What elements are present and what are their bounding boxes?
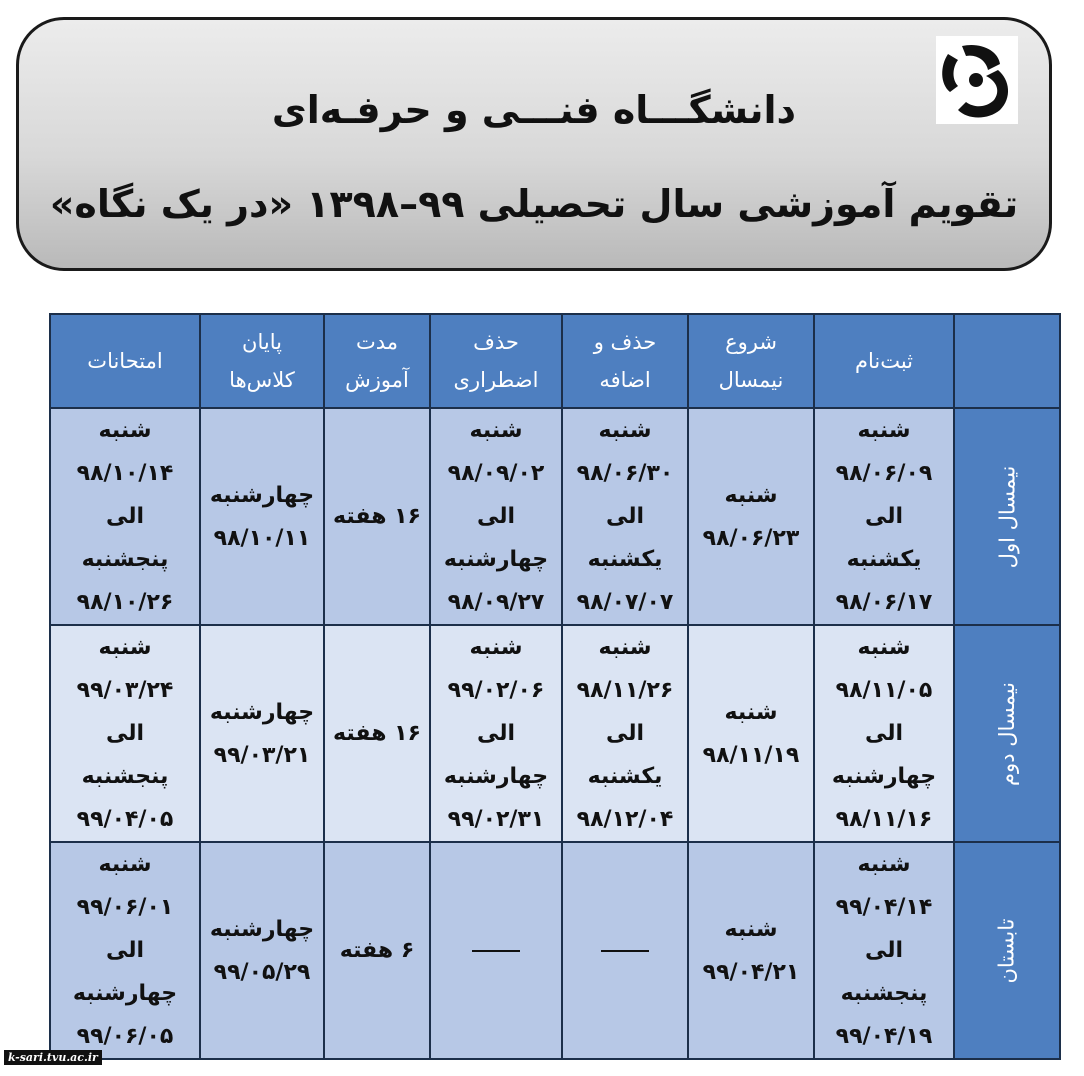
schedule-cell: [324, 625, 430, 842]
schedule-line: چهارشنبه: [209, 916, 315, 942]
schedule-cell: [688, 625, 814, 842]
schedule-cell: [50, 842, 200, 1059]
schedule-line: ۹۹/۰۴/۲۱: [702, 959, 800, 985]
schedule-cell: [200, 408, 324, 625]
schedule-line: شنبه: [598, 418, 652, 443]
schedule-line: ۹۸/۰۶/۲۳: [702, 525, 800, 551]
column-header-line: حذف: [473, 330, 519, 354]
column-header: [430, 314, 562, 408]
schedule-line: ۹۸/۱۰/۱۱: [213, 525, 311, 551]
column-header-line: آموزش: [345, 368, 409, 392]
schedule-line: ۹۹/۰۳/۲۱: [213, 742, 311, 768]
schedule-line: ۹۸/۱۱/۱۹: [702, 742, 800, 768]
schedule-cell: [324, 842, 430, 1059]
schedule-line: شنبه: [857, 418, 911, 443]
header-row: [50, 314, 1060, 408]
schedule-cell: [688, 842, 814, 1059]
schedule-line: چهارشنبه: [209, 699, 315, 725]
schedule-line: شنبه: [724, 482, 778, 508]
schedule-line: شنبه: [857, 852, 911, 877]
schedule-cell: [50, 408, 200, 625]
schedule-line: ۱۶ هفته: [333, 721, 421, 746]
schedule-line: ۹۹/۰۲/۰۶: [447, 678, 545, 703]
term-label: نیمسال اول: [994, 465, 1019, 568]
schedule-line: الی: [864, 721, 904, 746]
column-header: [814, 314, 954, 408]
schedule-line: ۹۹/۰۴/۱۴: [835, 895, 933, 920]
column-header: [688, 314, 814, 408]
schedule-cell: [200, 625, 324, 842]
schedule-line: الی: [476, 504, 516, 529]
column-header-line: کلاس‌ها: [229, 368, 295, 392]
schedule-line: ۹۹/۰۲/۳۱: [447, 807, 545, 832]
schedule-cell: [562, 408, 688, 625]
schedule-line: پنجشنبه: [81, 764, 169, 789]
not-applicable-dash: [601, 950, 649, 952]
schedule-line: ۹۹/۰۵/۲۹: [213, 959, 311, 985]
schedule-line: ۹۸/۱۰/۱۴: [76, 461, 174, 486]
schedule-line: ۹۹/۰۶/۰۱: [76, 895, 174, 920]
schedule-cell: [814, 625, 954, 842]
column-header-line: اضطراری: [453, 368, 539, 392]
schedule-cell: [430, 842, 562, 1059]
schedule-line: چهارشنبه: [209, 482, 315, 508]
schedule-line: شنبه: [98, 635, 152, 660]
schedule-line: پنجشنبه: [840, 981, 928, 1006]
site-watermark: k-sari.tvu.ac.ir: [4, 1050, 102, 1065]
schedule-cell: [814, 408, 954, 625]
column-header: [200, 314, 324, 408]
column-header-line: پایان: [242, 330, 282, 354]
schedule-cell: [562, 625, 688, 842]
schedule-line: شنبه: [598, 635, 652, 660]
schedule-line: شنبه: [98, 418, 152, 443]
schedule-line: چهارشنبه: [831, 764, 937, 789]
schedule-cell: [50, 625, 200, 842]
column-header: [562, 314, 688, 408]
schedule-cell: [562, 842, 688, 1059]
schedule-line: شنبه: [724, 699, 778, 725]
schedule-line: الی: [105, 721, 145, 746]
university-name: دانشگـــاه فنـــی و حرفـه‌ای: [271, 88, 797, 132]
schedule-line: ۹۸/۱۱/۲۶: [576, 678, 674, 703]
schedule-line: شنبه: [469, 418, 523, 443]
schedule-line: یکشنبه: [587, 547, 663, 572]
schedule-line: ۹۹/۰۶/۰۵: [76, 1024, 174, 1049]
column-header-line: حذف و: [593, 330, 657, 354]
schedule-line: الی: [476, 721, 516, 746]
schedule-line: الی: [864, 504, 904, 529]
schedule-line: شنبه: [469, 635, 523, 660]
schedule-line: ۹۸/۰۷/۰۷: [576, 590, 674, 615]
schedule-line: الی: [864, 938, 904, 963]
column-header-line: مدت: [355, 330, 399, 354]
term-row: [50, 408, 1060, 625]
title-banner: [16, 17, 1052, 271]
schedule-line: ۹۹/۰۴/۱۹: [835, 1024, 933, 1049]
column-header-line: ثبت‌نام: [854, 349, 914, 373]
term-row: [50, 625, 1060, 842]
not-applicable-dash: [472, 950, 520, 952]
calendar-title: تقویم آموزشی سال تحصیلی ۹۹–۱۳۹۸ «در یک نگاه»: [49, 182, 1019, 226]
schedule-cell: [814, 842, 954, 1059]
schedule-line: ۹۸/۰۹/۰۲: [447, 461, 545, 486]
term-label: نیمسال دوم: [994, 681, 1019, 786]
schedule-line: الی: [105, 938, 145, 963]
schedule-line: یکشنبه: [587, 764, 663, 789]
term-row: [50, 842, 1060, 1059]
schedule-cell: [430, 408, 562, 625]
schedule-line: یکشنبه: [846, 547, 922, 572]
schedule-cell: [688, 408, 814, 625]
schedule-cell: [200, 842, 324, 1059]
schedule-line: چهارشنبه: [443, 547, 549, 572]
schedule-line: ۹۸/۰۶/۳۰: [576, 461, 674, 486]
column-header-line: امتحانات: [87, 349, 163, 373]
schedule-cell: [324, 408, 430, 625]
column-header: [50, 314, 200, 408]
schedule-line: چهارشنبه: [443, 764, 549, 789]
term-label-cell: [954, 408, 1060, 625]
term-label-cell: [954, 625, 1060, 842]
schedule-line: الی: [105, 504, 145, 529]
schedule-line: پنجشنبه: [81, 547, 169, 572]
schedule-line: شنبه: [724, 916, 778, 942]
schedule-line: الی: [605, 504, 645, 529]
schedule-line: ۹۸/۱۰/۲۶: [76, 590, 174, 615]
corner-cell: [954, 314, 1060, 408]
schedule-cell: [430, 625, 562, 842]
schedule-line: ۹۸/۱۲/۰۴: [576, 807, 674, 832]
column-header-line: شروع: [725, 330, 777, 354]
column-header-line: اضافه: [599, 368, 651, 392]
schedule-line: ۹۸/۰۹/۲۷: [447, 590, 545, 615]
schedule-line: ۹۸/۱۱/۱۶: [835, 807, 933, 832]
schedule-line: چهارشنبه: [72, 981, 178, 1006]
schedule-line: ۱۶ هفته: [333, 504, 421, 529]
schedule-line: ۹۹/۰۳/۲۴: [76, 678, 174, 703]
schedule-line: ۹۸/۰۶/۱۷: [835, 590, 933, 615]
term-label: تابستان: [994, 918, 1019, 983]
term-label-cell: [954, 842, 1060, 1059]
schedule-line: الی: [605, 721, 645, 746]
schedule-line: ۹۸/۱۱/۰۵: [835, 678, 933, 703]
schedule-line: شنبه: [857, 635, 911, 660]
schedule-line: شنبه: [98, 852, 152, 877]
schedule-line: ۹۸/۰۶/۰۹: [835, 461, 933, 486]
column-header: [324, 314, 430, 408]
academic-calendar-table: [49, 313, 1061, 1060]
schedule-line: ۶ هفته: [339, 938, 415, 963]
schedule-line: ۹۹/۰۴/۰۵: [76, 807, 174, 832]
column-header-line: نیمسال: [718, 368, 784, 392]
